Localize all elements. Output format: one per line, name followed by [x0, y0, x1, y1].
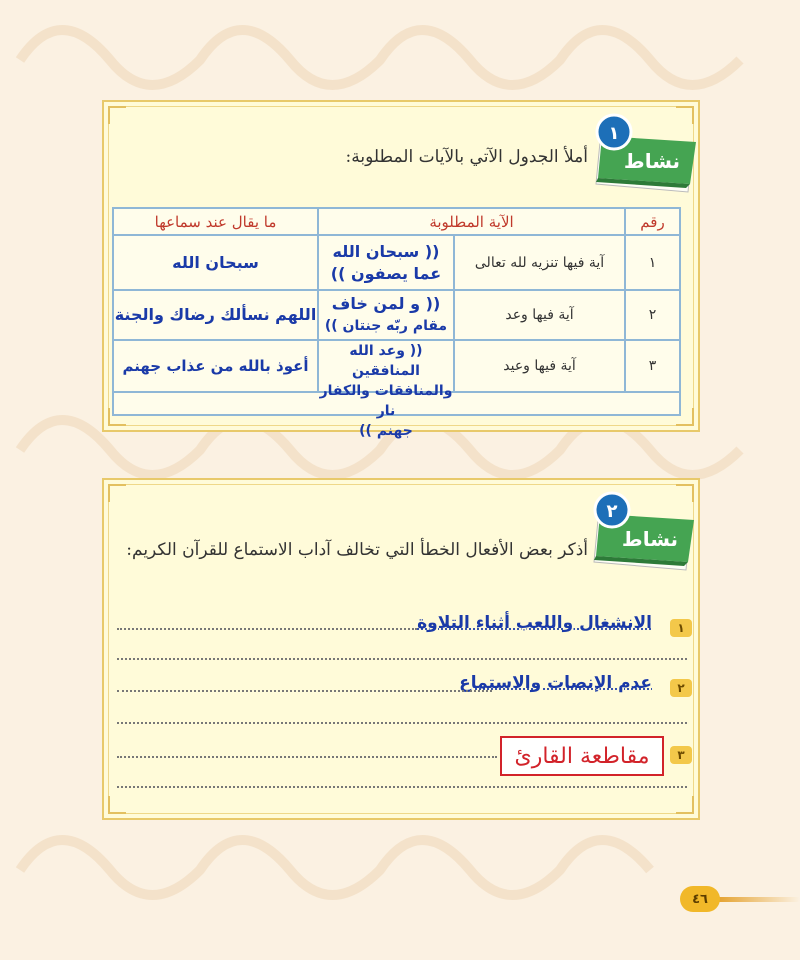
row-2-type: آية فيها وعد	[505, 307, 574, 323]
row-1-saying: سبحان الله	[172, 252, 259, 272]
row-3-number: ٣	[648, 358, 657, 374]
page-number: ٤٦	[680, 886, 720, 912]
item-2-answer: عدم الإنصات والاستماع	[459, 673, 652, 693]
header-verse: الآية المطلوبة	[429, 212, 514, 231]
row-3-type: آية فيها وعيد	[503, 358, 576, 374]
answer-line-1b	[117, 658, 687, 660]
header-saying: ما يقال عند سماعها	[154, 212, 277, 231]
item-1-answer: الانشغال واللعب أثناء التلاوة	[417, 613, 652, 633]
answer-line-2b	[117, 722, 687, 724]
item-2-number: ٢	[670, 679, 692, 697]
row-1-number: ١	[648, 254, 657, 271]
row-2-verse: (( و لمن خاف مقام ربّه جنتان ))	[324, 294, 448, 334]
row-2-saying: اللهم نسألك رضاك والجنة	[114, 305, 317, 324]
activity-2-instruction: أذكر بعض الأفعال الخطأ التي تخالف آداب الاستماع للقرآن الكريم:	[126, 540, 588, 560]
row-3-verse: (( وعد الله المنافقين والمنافقات والكفار نار جهنم ))	[319, 343, 453, 439]
activity-1-number: ١	[608, 123, 620, 144]
answer-line-2	[117, 690, 492, 692]
row-2-number: ٢	[648, 307, 657, 323]
page-number-ribbon	[715, 897, 800, 902]
activity-2-label: نشاط	[621, 527, 679, 551]
answer-line-3b	[117, 786, 687, 788]
header-number: رقم	[640, 212, 665, 231]
activity-1-label: نشاط	[623, 149, 681, 173]
verses-table	[112, 207, 681, 439]
activity-1-instruction: أملأ الجدول الآتي بالآيات المطلوبة:	[345, 147, 588, 167]
item-1-number: ١	[670, 619, 692, 637]
row-1-verse: (( سبحان الله عما يصفون ))	[330, 241, 442, 283]
item-3-number: ٣	[670, 746, 692, 764]
row-3-saying: أعوذ بالله من عذاب جهنم	[122, 357, 309, 375]
activity-1-badge	[592, 112, 702, 202]
answer-line-1	[117, 628, 417, 630]
item-3-answer: مقاطعة القارئ	[500, 736, 664, 776]
row-1-type: آية فيها تنزيه لله تعالى	[474, 254, 605, 271]
activity-2-badge	[590, 490, 700, 580]
activity-2-number: ٢	[606, 501, 618, 522]
answer-line-3	[117, 756, 497, 758]
